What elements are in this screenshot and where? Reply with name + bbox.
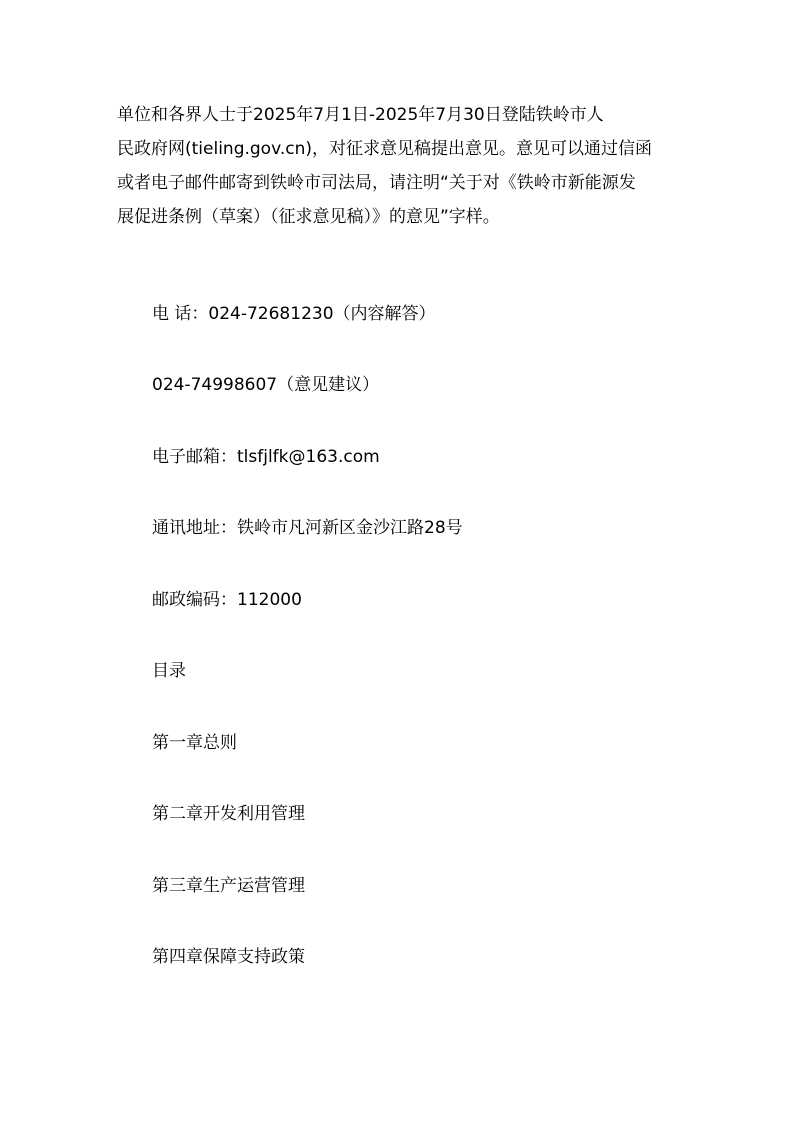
paragraph-line: 展促进条例（草案）（征求意见稿）》的意见”字样。	[117, 207, 500, 227]
toc-chapter-3: 第三章生产运营管理	[152, 876, 305, 896]
contact-postcode: 邮政编码：112000	[152, 590, 302, 610]
paragraph-line: 民政府网(tieling.gov.cn)，对征求意见稿提出意见。意见可以通过信函	[117, 139, 652, 159]
paragraph-line: 或者电子邮件邮寄到铁岭市司法局，请注明“关于对《铁岭市新能源发	[117, 173, 636, 193]
toc-chapter-4: 第四章保障支持政策	[152, 947, 305, 967]
contact-email: 电子邮箱：tlsfjlfk@163.com	[152, 447, 380, 467]
contact-phone: 电 话：024-72681230（内容解答）	[152, 304, 436, 324]
contact-phone-2: 024-74998607（意见建议）	[152, 375, 380, 395]
paragraph-line: 单位和各界人士于2025年7月1日-2025年7月30日登陆铁岭市人	[117, 105, 604, 125]
toc-title: 目录	[152, 661, 186, 681]
toc-chapter-1: 第一章总则	[152, 733, 237, 753]
contact-address: 通讯地址：铁岭市凡河新区金沙江路28号	[152, 518, 463, 538]
toc-chapter-2: 第二章开发利用管理	[152, 804, 305, 824]
notice-paragraph	[117, 98, 677, 234]
